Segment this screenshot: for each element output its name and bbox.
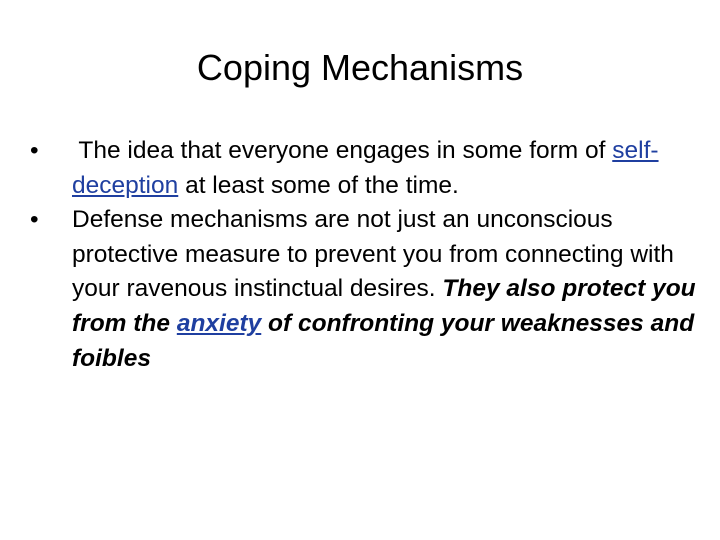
bullet-list (30, 134, 700, 376)
slide-title: Coping Mechanisms (196, 47, 524, 88)
bullet-1-text-after: at least some of the time. (178, 171, 459, 199)
bullet-item-1 (30, 134, 700, 203)
bullet-1-text-before: The idea that everyone engages in some form of (78, 137, 613, 164)
bullet-item-2 (30, 203, 700, 376)
bullet-2-text: Defense mechanisms are not just an unconscious protective measure to prevent you from connecting with your ravenous instinctual desires. (72, 206, 674, 303)
bullet-icon: • (30, 206, 39, 234)
bullet-2-emphasis-before: They also protect you from the (72, 275, 696, 337)
bullet-icon: • (30, 137, 39, 164)
anxiety-link[interactable]: anxiety (176, 309, 262, 337)
bullet-2-emphasis-after: of confronting your weaknesses and foibles (72, 309, 695, 372)
self-deception-link[interactable]: self-deception (72, 137, 659, 199)
